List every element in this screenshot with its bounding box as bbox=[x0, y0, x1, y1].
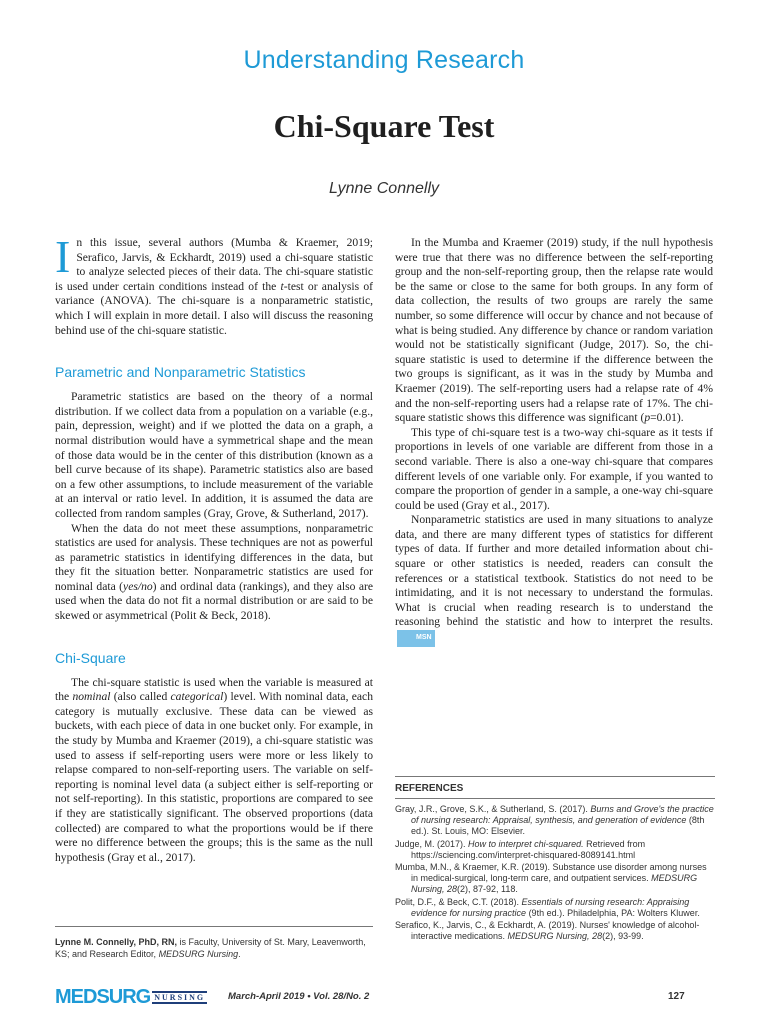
chi-square-paragraph-2 bbox=[395, 236, 713, 426]
intro-paragraph bbox=[55, 231, 374, 338]
bio-text: is Faculty, University of St. Mary, Leavenworth, KS; and Research Editor, bbox=[55, 937, 366, 959]
parametric-p2-italic: yes/no bbox=[123, 579, 153, 593]
ref-4-i: MEDSURG Nursing, 28 bbox=[507, 931, 603, 942]
chi-p1-categorical: categorical bbox=[170, 690, 224, 704]
ref-1-i: How to interpret chi-squared. bbox=[468, 838, 584, 849]
chi-square-paragraph-4 bbox=[395, 513, 713, 646]
ref-1-b: Retrieved from https://sciencing.com/interpret-chisquared-8089141.html bbox=[411, 838, 646, 860]
bio-name: Lynne M. Connelly, PhD, RN, bbox=[55, 937, 178, 947]
msn-end-mark: MSN bbox=[397, 630, 435, 647]
heading-parametric: Parametric and Nonparametric Statistics bbox=[55, 364, 306, 381]
drop-cap: I bbox=[55, 231, 71, 282]
chi-p4-text: Nonparametric statistics are used in many situations to analyze data, and there are many different types of statistics for different types of data. If further and more detailed information about chi-square or other statistics is needed, readers can consult the references or a statistical textbook. Statistics do not need to be intimidating, and it is not necessary to understand the formulas. What is crucial when reading research is to understand the reasoning behind the statistic and how to interpret the results. bbox=[395, 513, 713, 629]
ref-0-a: Gray, J.R., Grove, S.K., & Sutherland, S. (2017). bbox=[395, 804, 591, 814]
chi-p2-p: p bbox=[644, 411, 651, 425]
reference-item bbox=[395, 862, 715, 896]
ref-3-i: Essentials of nursing research: Appraising evidence for nursing practice bbox=[411, 896, 690, 918]
bio-end: . bbox=[238, 949, 241, 959]
chi-p1-a: The chi-square statistic is used when the variable is measured at the bbox=[55, 675, 373, 704]
intro-t-italic: t bbox=[280, 279, 284, 293]
journal-logo bbox=[55, 986, 207, 1009]
right-column bbox=[395, 236, 713, 647]
references-section bbox=[395, 776, 715, 943]
author-bio bbox=[55, 926, 373, 960]
ref-2-b: (2), 87-92, 118. bbox=[457, 884, 518, 895]
ref-3-b: (9th ed.). Philadelphia, PA: Wolters Kluwer. bbox=[526, 907, 700, 918]
heading-chi-square: Chi-Square bbox=[55, 649, 126, 666]
reference-item bbox=[395, 897, 715, 919]
ref-0-i: Burns and Grove's the practice of nursing research: Appraisal, synthesis, and generation of evidence bbox=[411, 804, 714, 826]
logo-sub: NURSING bbox=[154, 993, 206, 1003]
author-name: Lynne Connelly bbox=[328, 180, 439, 197]
reference-item bbox=[395, 804, 715, 838]
ref-0-b: (8th ed.). St. Louis, MO: Elsevier. bbox=[411, 815, 705, 837]
parametric-paragraph-1: Parametric statistics are based on the theory of a normal distribution. If we collect data from a population on a variable (e.g., pain, depression, weight) and if we plotted the data on a graph, a normal distribution would have a symmetrical shape and the mean of those data would be in the center of this distribution (known as a bell curve because of its shape). Parametric statistics also are based on a few other assumptions, to include measurement of the variable at an interval or ratio level. In addition, it is assumed the data are collected from random samples (Gray, Grove, & Sutherland, 2017). bbox=[55, 390, 373, 520]
ref-3-a: Polit, D.F., & Beck, C.T. (2018). bbox=[395, 896, 522, 907]
ref-4-a: Serafico, K., Jarvis, C., & Eckhardt, A. (2019). Nurses' knowledge of alcohol-interactive medications. bbox=[395, 920, 700, 942]
chi-p1-c: ) level. With nominal data, each category is mutually exclusive. These data can be viewed as buckets, with each piece of data in one bucket only. For example, in the study by Mumba and Kraemer (2019), a chi-square statistic was used to assess if self-reporting users were more or less likely to relapse compared to non-self-reporting users. The variable on self-reporting is nominal level data (a subject either is self-reporting or not self-reporting). In this statistic, proportions are compared to see if they are statistically significant. The observed proportions (data collected) are compared to what the proportions would be if there were no difference between the groups; this is the same as the null hypothesis (Gray et al., 2017). bbox=[55, 690, 373, 864]
chi-p2-b: =0.01). bbox=[650, 411, 684, 425]
section-label: Understanding Research bbox=[243, 46, 525, 74]
intro-text-2: -test or analysis of variance (ANOVA). The chi-square is a nonparametric statistic, which I will explain in more detail. I also will discuss the reasoning behind use of the chi-square statistic. bbox=[55, 279, 374, 337]
bio-journal: MEDSURG Nursing bbox=[158, 949, 239, 959]
reference-item bbox=[395, 839, 715, 861]
chi-square-paragraph-3: This type of chi-square test is a two-way chi-square as it tests if proportions in levels of one variable are different from those in a second variable. There is also a one-way chi-square that compares different levels of one variable only. For example, if you wanted to compare the proportion of gender in a sample, a one-way chi-square could be used (Gray et al., 2017). bbox=[395, 425, 713, 512]
issue-info: March-April 2019 • Vol. 28/No. 2 bbox=[228, 991, 370, 1002]
parametric-p2-a: When the data do not meet these assumptions, nonparametric statistics are used for analysis. These techniques are not as powerful as parametric statistics in identifying differences in the data, but they fit the situation better. Nonparametric statistics are used for nominal data ( bbox=[55, 521, 373, 593]
chi-square-paragraph-1 bbox=[55, 676, 373, 866]
ref-2-a: Mumba, M.N., & Kraemer, K.R. (2019). Substance use disorder among nurses in medical-surgical, long-term care, and outpatient services. bbox=[395, 862, 707, 884]
chi-p2-a: In the Mumba and Kraemer (2019) study, if the null hypothesis were true that there was no difference between the self-reporting group and the non-self-reporting group, then the relapse rate would be the same or close to the same for both groups. In any form of data collection, the results of two groups are rarely the same number, so some difference will occur by chance and not because of what is being studied. Any difference by chance or random variation would not be statistically significant (Judge, 2017). So, the chi-square statistic is used to determine if the difference between the two groups is significant, as it was in the study by Mumba and Kraemer (2019). The self-reporting users had a relapse rate of 4% and the non-self-reporting users had a relapse rate of 17%. The chi-square statistic shows this difference was significant ( bbox=[395, 236, 713, 425]
parametric-p2-b: ) and ordinal data (rankings), and they also are used when the data do not fit a normal distribution or are said to be skewed or asymmetrical (Polit & Beck, 2018). bbox=[55, 579, 373, 623]
logo-main: MEDSURG bbox=[55, 986, 151, 1008]
parametric-paragraph-2 bbox=[55, 522, 373, 624]
page-number: 127 bbox=[668, 991, 685, 1002]
left-column bbox=[55, 231, 374, 865]
ref-2-i: MEDSURG Nursing, 28 bbox=[411, 873, 698, 895]
ref-1-a: Judge, M. (2017). bbox=[395, 838, 469, 849]
reference-item bbox=[395, 920, 715, 942]
article-title: Chi-Square Test bbox=[273, 108, 495, 144]
chi-p1-nominal: nominal bbox=[72, 690, 111, 704]
chi-p1-b: (also called bbox=[110, 690, 171, 704]
intro-text-1: n this issue, several authors (Mumba & Kraemer, 2019; Serafico, Jarvis, & Eckhardt, 2019) used a chi-square statistic to analyze selected pieces of their data. The chi-square statistic is used under certain conditions instead of the bbox=[55, 236, 373, 293]
ref-4-b: (2), 93-99. bbox=[602, 931, 644, 942]
references-heading: REFERENCES bbox=[395, 776, 715, 799]
